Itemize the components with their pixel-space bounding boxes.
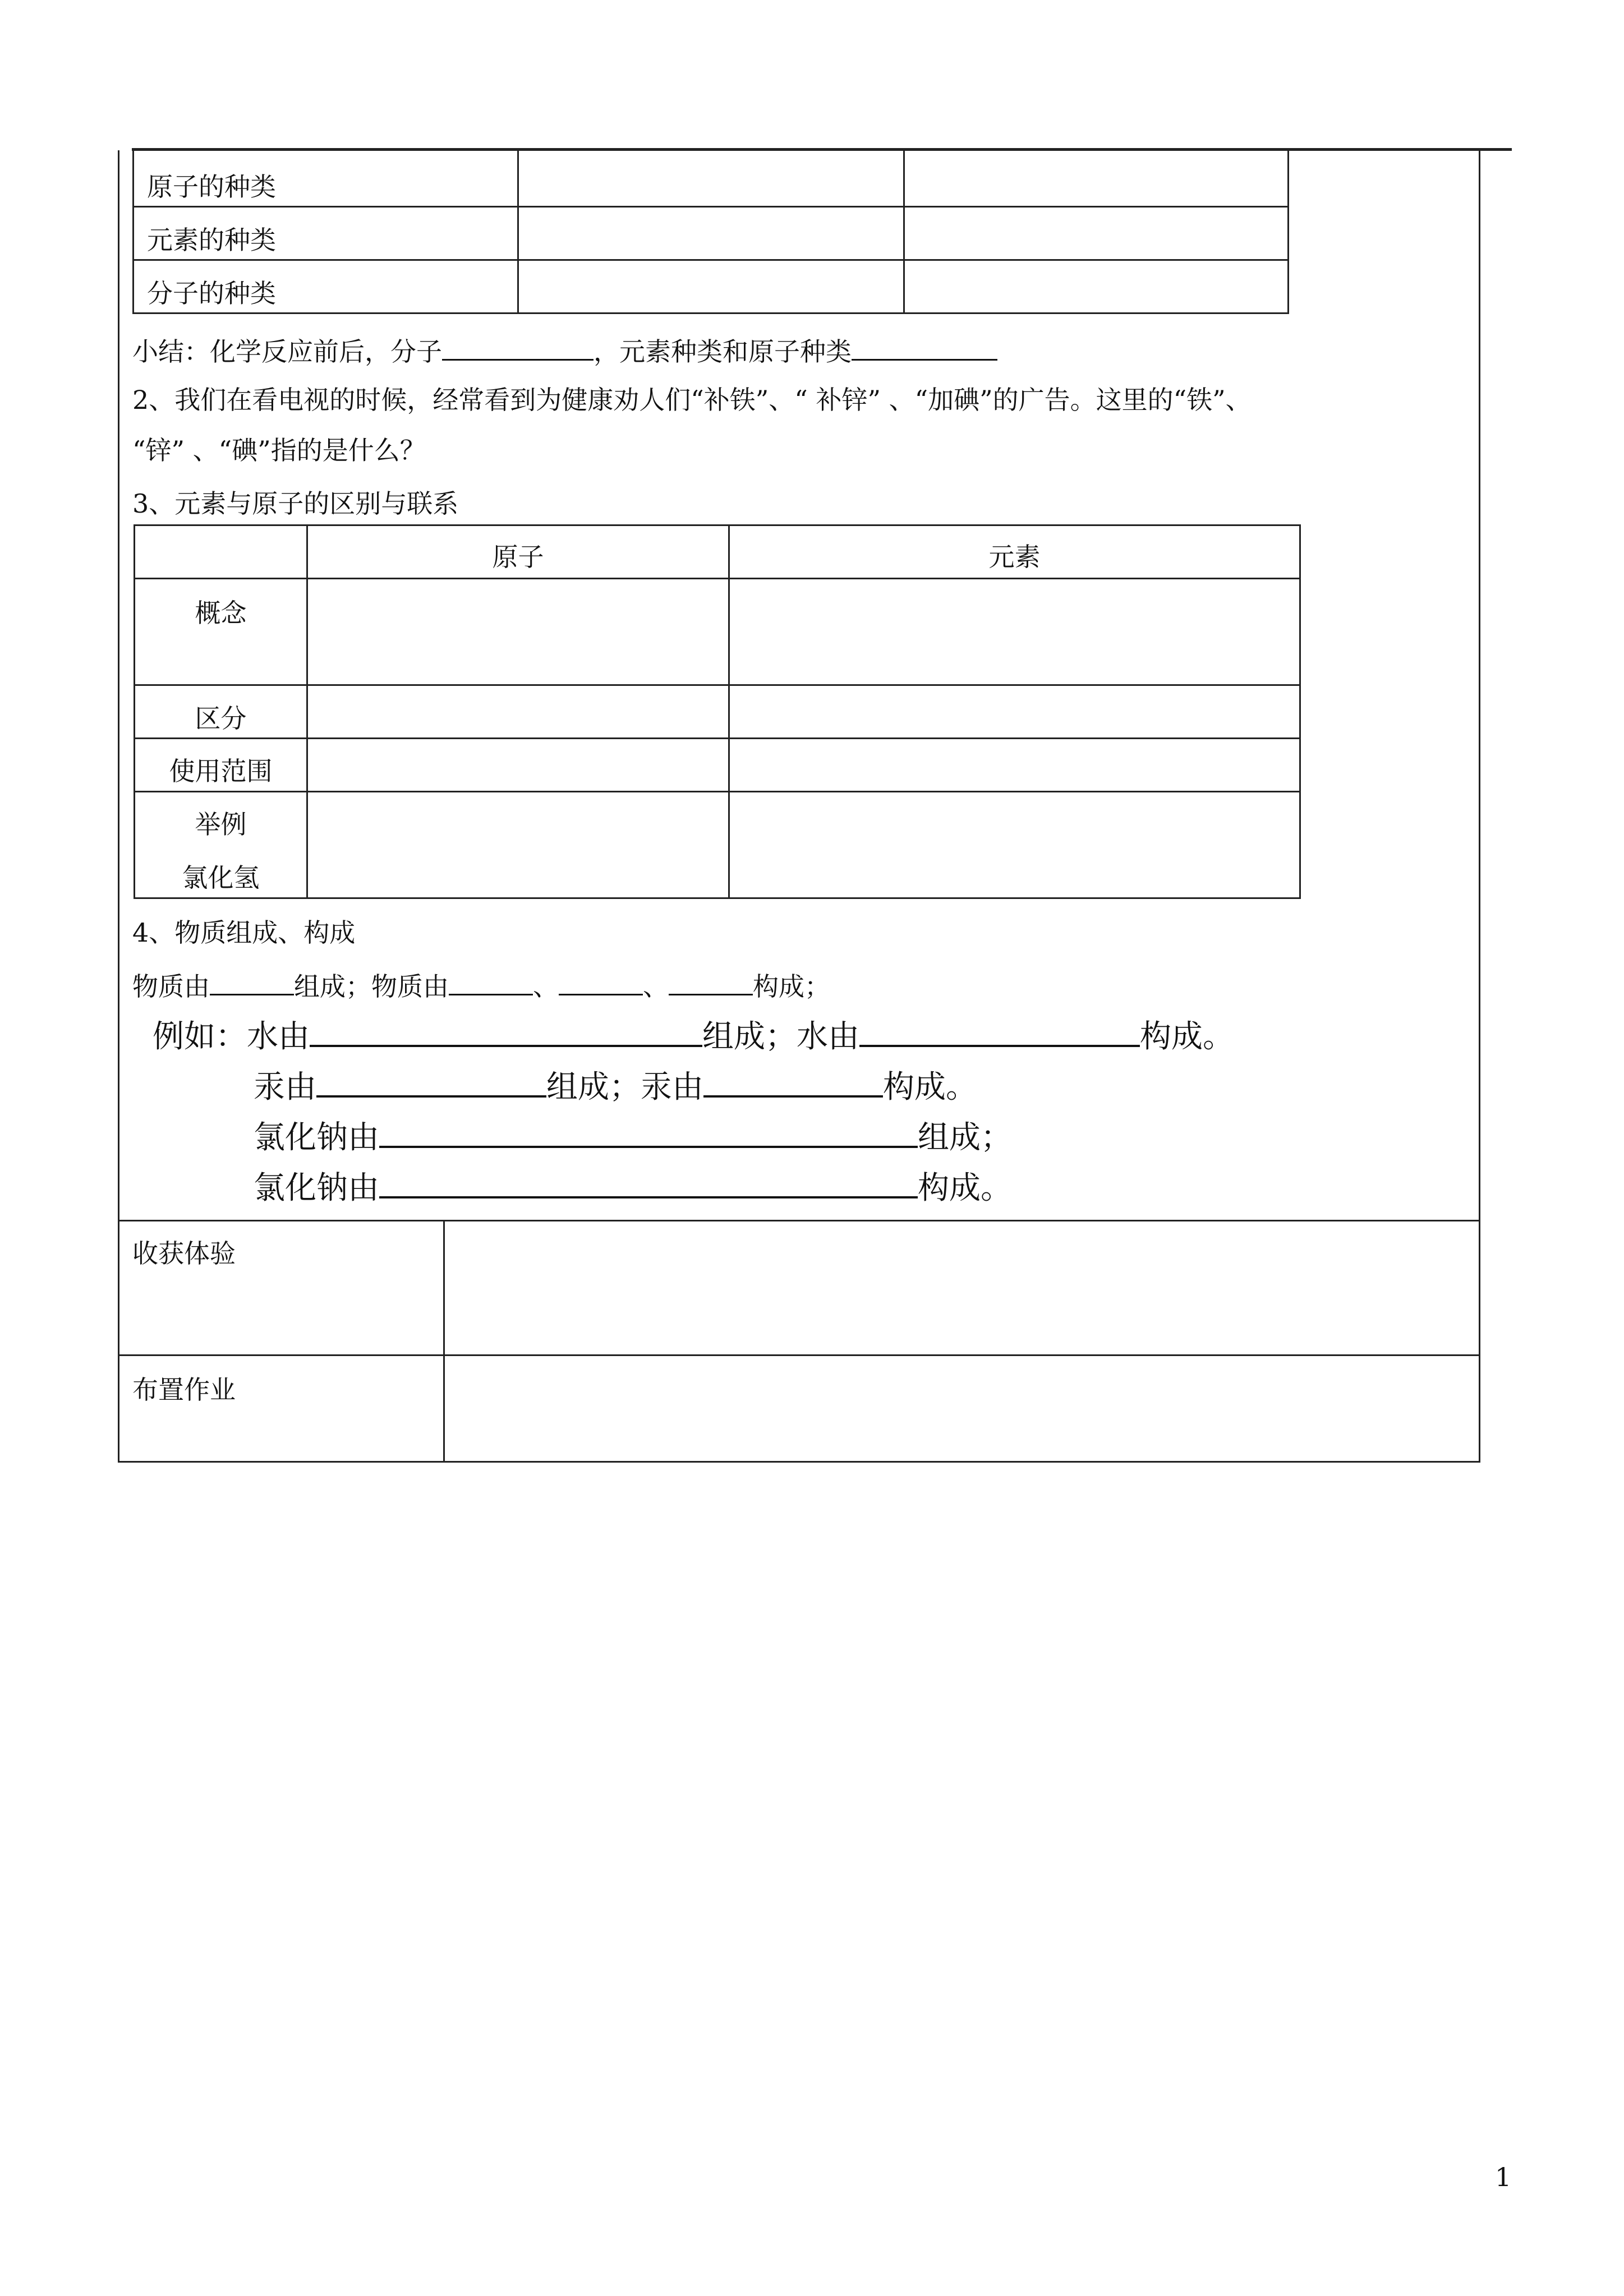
blank-nacl-composed[interactable] bbox=[379, 1119, 918, 1148]
top-rule bbox=[132, 148, 1512, 151]
header-atom: 原子 bbox=[492, 542, 544, 572]
q3-title: 3、元素与原子的区别与联系 bbox=[132, 488, 459, 519]
blank-made-of-2[interactable] bbox=[559, 971, 643, 995]
harvest-label: 收获体验 bbox=[132, 1238, 236, 1269]
frame-right bbox=[1479, 150, 1480, 1463]
blank-made-of-1[interactable] bbox=[449, 971, 533, 995]
homework-label: 布置作业 bbox=[132, 1375, 236, 1405]
blank-composed-of[interactable] bbox=[210, 971, 294, 995]
q4-title: 4、物质组成、构成 bbox=[132, 918, 356, 948]
row-atom-species: 原子的种类 bbox=[147, 172, 276, 202]
summary-middle: ，元素种类和原子种类 bbox=[594, 336, 852, 367]
row-example: 举例 bbox=[195, 809, 247, 840]
summary-line bbox=[132, 336, 997, 365]
q2-line2: “锌” 、“碘”指的是什么？ bbox=[132, 435, 426, 465]
frame-bottom bbox=[118, 1461, 1480, 1463]
row-distinguish: 区分 bbox=[195, 703, 247, 734]
example-line-2: 汞由 组成；汞由 构成。 bbox=[254, 1069, 977, 1105]
header-element: 元素 bbox=[988, 542, 1041, 572]
harvest-field[interactable] bbox=[447, 1223, 1476, 1353]
example-line-1: 例如：水由 组成；水由 构成。 bbox=[153, 1018, 1234, 1055]
page-number: 1 bbox=[1495, 2162, 1512, 2192]
blank-nacl-made[interactable] bbox=[379, 1169, 918, 1198]
q4-line: 物质由 组成；物质由 、 、 构成； bbox=[132, 971, 830, 1002]
blank-made-of-3[interactable] bbox=[669, 971, 753, 995]
row-element-species: 元素的种类 bbox=[147, 225, 276, 255]
blank-molecule-change[interactable] bbox=[442, 336, 594, 361]
blank-mercury-composed[interactable] bbox=[316, 1068, 546, 1098]
row-molecule-species: 分子的种类 bbox=[147, 278, 276, 308]
blank-water-composed[interactable] bbox=[310, 1018, 702, 1047]
row-concept: 概念 bbox=[195, 598, 247, 628]
blank-species-change[interactable] bbox=[852, 336, 997, 361]
row-hydrogen-chloride: 氯化氢 bbox=[182, 863, 260, 893]
example-line-4: 氯化钠由 构成。 bbox=[254, 1170, 1012, 1206]
example-line-3: 氯化钠由 组成； bbox=[254, 1119, 1012, 1156]
frame-left bbox=[118, 150, 119, 1463]
q2-line1: 2、我们在看电视的时候，经常看到为健康劝人们“补铁”、“ 补锌” 、“加碘”的广告。这里的“铁”、 bbox=[132, 385, 1252, 415]
blank-mercury-made[interactable] bbox=[703, 1068, 883, 1098]
blank-water-made[interactable] bbox=[859, 1018, 1140, 1047]
summary-prefix: 小结：化学反应前后，分子 bbox=[132, 336, 442, 367]
row-scope: 使用范围 bbox=[169, 756, 273, 786]
homework-field[interactable] bbox=[447, 1357, 1476, 1460]
